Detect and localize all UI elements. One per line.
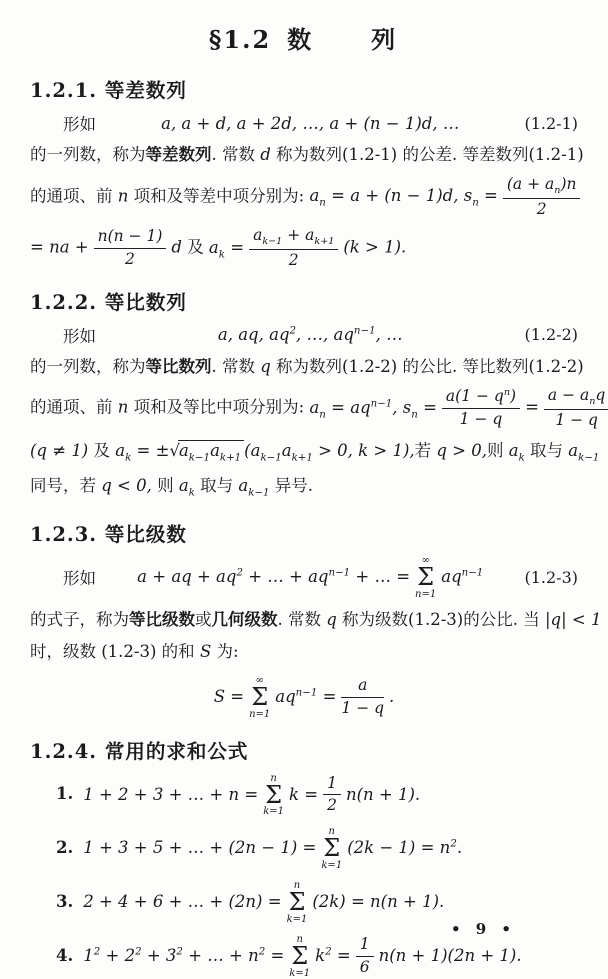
display-equation-123 xyxy=(30,555,578,600)
text-line xyxy=(30,354,584,380)
math-run: (q ≠ 1) xyxy=(30,440,94,460)
bold-term: 等比级数 xyxy=(129,609,195,629)
item-number: 4. xyxy=(56,945,74,965)
summation-upper-limit: n xyxy=(270,772,277,784)
fraction-numerator: 1 xyxy=(356,935,374,956)
text-run: 的式子，称为 xyxy=(30,609,129,629)
text-line xyxy=(30,473,578,501)
sigma-symbol: Σ xyxy=(251,682,269,711)
math-run: k = xyxy=(289,784,319,804)
list-item xyxy=(30,934,578,979)
sigma-symbol: Σ xyxy=(417,562,435,591)
text-line xyxy=(30,175,578,219)
text-run: 称为数列(1.2-2) 的公比. 等比数列(1.2-2) xyxy=(270,356,584,376)
summation xyxy=(263,773,284,818)
fraction-denominator: 2 xyxy=(327,796,337,815)
math-run: = xyxy=(525,397,539,417)
math-run: a + aq + $aq^2$ + … + $aq^{n-1}$ + … = xyxy=(137,566,411,586)
math-run: n(n + 1)(2n + 1). xyxy=(378,945,522,965)
paragraph-121 xyxy=(30,142,584,271)
text-run: 的一列数，称为 xyxy=(30,356,146,376)
fraction-numerator: n(n − 1) xyxy=(94,227,167,248)
math-run: 1 + 3 + 5 + … + (2n − 1) = xyxy=(83,838,317,858)
fraction xyxy=(341,676,384,718)
math-run: $1^2 + 2^2 + 3^2$ + … + $n^2$ = xyxy=(83,945,285,965)
text-run: 或 xyxy=(195,609,212,629)
math-run: $a_n = a + (n - 1)d$, $s_n$ = xyxy=(309,186,498,209)
list-item xyxy=(30,826,578,871)
fraction-denominator: 6 xyxy=(359,957,370,976)
paragraph-122 xyxy=(30,354,606,501)
fraction-numerator: $a - a_nq$ xyxy=(544,386,608,410)
text-run: 项和及等差中项分别为: xyxy=(128,186,310,206)
page-title xyxy=(30,20,578,55)
formula-list xyxy=(30,773,578,979)
fraction-denominator: 1 − q xyxy=(555,411,598,430)
math-run: q xyxy=(326,609,337,629)
text-run: 同号，若 xyxy=(30,475,102,495)
text-run: 则 xyxy=(487,440,509,460)
display-equation-122 xyxy=(30,323,578,347)
equation-number: (1.2-1) xyxy=(524,113,578,133)
math-run: $a_{k-1}$ xyxy=(238,475,270,498)
math-run: 1 + 2 + 3 + … + n = xyxy=(83,784,259,804)
text-run: 取与 xyxy=(524,440,569,460)
math-run: (k > 1). xyxy=(343,237,407,257)
sequence-formula: a, a + d, a + 2d, …, a + (n − 1)d, … xyxy=(161,113,460,133)
summation-upper-limit: ∞ xyxy=(421,554,430,566)
section-heading-121: 1.2.1. 等差数列 xyxy=(30,79,187,102)
text-run: . 常数 xyxy=(277,609,327,629)
lead-text: 形如 xyxy=(63,326,96,346)
fraction xyxy=(323,774,341,816)
text-line xyxy=(30,438,600,466)
math-run: n(n + 1). xyxy=(345,784,421,804)
lead-text: 形如 xyxy=(63,569,96,589)
section-heading-122: 1.2.2. 等比数列 xyxy=(30,290,187,314)
display-equation-121 xyxy=(30,111,578,135)
item-number: 2. xyxy=(56,838,74,858)
sum-formula-display xyxy=(30,675,578,720)
item-number: 1. xyxy=(56,784,74,804)
section-heading-124: 1.2.4. 常用的求和公式 xyxy=(30,739,249,763)
fraction xyxy=(94,227,167,269)
math-run: $a_k$ xyxy=(178,475,195,498)
summation-lower-limit: n=1 xyxy=(415,588,437,600)
fraction-numerator: $a(1 - q^n)$ xyxy=(442,387,520,409)
text-run: 的通项、前 xyxy=(30,186,118,206)
sigma-symbol: Σ xyxy=(323,834,341,863)
text-run: 称为数列(1.2-1) 的公差. 等差数列(1.2-1) xyxy=(270,145,584,164)
fraction-denominator: 1 − q xyxy=(459,409,503,428)
math-run: ($a_{k-1}a_{k+1} > 0$, k > 1), xyxy=(244,440,415,463)
sigma-symbol: Σ xyxy=(291,941,309,970)
title-text: 数 列 xyxy=(287,25,400,54)
text-line xyxy=(30,607,602,633)
text-run: 时，级数 (1.2-3) 的和 xyxy=(30,642,200,662)
text-run: 称为级数(1.2-3)的公比. 当 xyxy=(336,609,545,629)
lead-text: 形如 xyxy=(63,115,96,134)
math-run: |q| < 1 xyxy=(544,609,602,629)
text-run: . 常数 xyxy=(211,356,261,376)
paragraph-123 xyxy=(30,607,602,665)
text-run: 异号. xyxy=(269,475,314,495)
text-line xyxy=(30,142,584,168)
text-run: 取与 xyxy=(194,475,239,495)
fraction xyxy=(249,226,338,270)
math-run: $aq^{n-1}$ = xyxy=(275,686,337,706)
math-run: . xyxy=(389,686,395,706)
fraction xyxy=(356,935,374,977)
text-run: . 常数 xyxy=(211,145,261,164)
summation xyxy=(287,880,308,925)
text-run: 项和及等比中项分别为: xyxy=(128,397,310,417)
summation-lower-limit: k=1 xyxy=(289,967,311,979)
math-run: $k^2$ = xyxy=(315,945,351,965)
math-run: S xyxy=(199,642,212,662)
text-run: 为: xyxy=(211,642,239,662)
summation-upper-limit: n xyxy=(293,880,301,892)
summation xyxy=(249,675,270,720)
math-run: (2k) = n(n + 1). xyxy=(312,892,445,912)
math-run: $a_k$ = ±√ xyxy=(110,440,180,463)
fraction-numerator: $(a + a_n)n$ xyxy=(503,175,581,199)
math-run: n xyxy=(117,186,129,206)
math-run: n xyxy=(117,397,129,417)
math-run: d xyxy=(171,237,188,257)
math-run: $(2k - 1) = n^2$. xyxy=(347,838,463,858)
math-run: = na + xyxy=(30,237,89,257)
math-run: $aq^{n-1}$ xyxy=(441,566,484,586)
section-heading-123: 1.2.3. 等比级数 xyxy=(30,522,187,546)
fraction xyxy=(503,175,581,219)
math-run: $a_{k-1}$ xyxy=(568,440,600,463)
fraction xyxy=(442,387,520,429)
equation-number: (1.2-2) xyxy=(524,325,578,344)
math-run: q < 0, xyxy=(101,475,152,495)
text-run: 的一列数，称为 xyxy=(30,145,146,164)
bold-term: 等差数列 xyxy=(145,145,212,164)
bold-term: 等比数列 xyxy=(145,356,212,376)
section-number: §1.2 xyxy=(208,25,272,54)
series-formula xyxy=(96,555,524,600)
math-run: q xyxy=(260,356,271,376)
page-number: • 9 • xyxy=(450,920,516,938)
fraction xyxy=(544,386,608,430)
list-item xyxy=(30,773,578,818)
math-run: 2 + 4 + 6 + … + (2n) = xyxy=(83,892,282,912)
math-run: $a_k$ = xyxy=(203,237,245,261)
radicand: $a_{k-1}a_{k+1}$ xyxy=(178,440,244,460)
summation-lower-limit: k=1 xyxy=(263,806,284,818)
sequence-formula: a, aq, $aq^2$, …, $aq^{n-1}$, … xyxy=(217,325,403,344)
math-run: S = xyxy=(213,686,245,706)
summation xyxy=(289,934,310,979)
fraction-denominator: 2 xyxy=(288,251,299,270)
summation-lower-limit: k=1 xyxy=(286,913,308,925)
fraction-numerator: $a_{k-1} + a_{k+1}$ xyxy=(249,226,338,250)
fraction-numerator: a xyxy=(341,676,384,697)
text-run: 及 xyxy=(187,237,204,257)
sigma-symbol: Σ xyxy=(288,888,306,917)
fraction-denominator: 1 − q xyxy=(341,698,385,717)
summation-upper-limit: ∞ xyxy=(255,674,264,686)
text-line xyxy=(30,386,606,430)
bold-term: 几何级数 xyxy=(211,609,278,629)
text-run: 的通项、前 xyxy=(30,397,118,417)
fraction-denominator: 2 xyxy=(125,249,135,268)
summation-upper-limit: n xyxy=(296,933,303,945)
text-line xyxy=(30,639,578,665)
math-run: q > 0, xyxy=(436,440,487,460)
fraction-denominator: 2 xyxy=(536,199,547,218)
summation-lower-limit: n=1 xyxy=(249,708,271,720)
text-run: 则 xyxy=(151,475,179,495)
math-run: d xyxy=(260,145,271,164)
text-line xyxy=(30,226,578,270)
list-item xyxy=(30,880,578,925)
text-run: 及 xyxy=(93,440,110,460)
equation-number: (1.2-3) xyxy=(524,567,578,587)
item-number: 3. xyxy=(56,892,74,912)
summation-lower-limit: k=1 xyxy=(321,860,343,872)
fraction-numerator: 1 xyxy=(323,774,341,795)
sigma-symbol: Σ xyxy=(265,780,283,809)
summation xyxy=(415,555,436,600)
summation xyxy=(321,826,342,871)
text-run: 若 xyxy=(414,440,437,460)
summation-upper-limit: n xyxy=(328,826,335,838)
math-run: $a_n = aq^{n-1}$, $s_n$ = xyxy=(309,397,437,421)
math-run: $a_k$ xyxy=(508,440,525,463)
